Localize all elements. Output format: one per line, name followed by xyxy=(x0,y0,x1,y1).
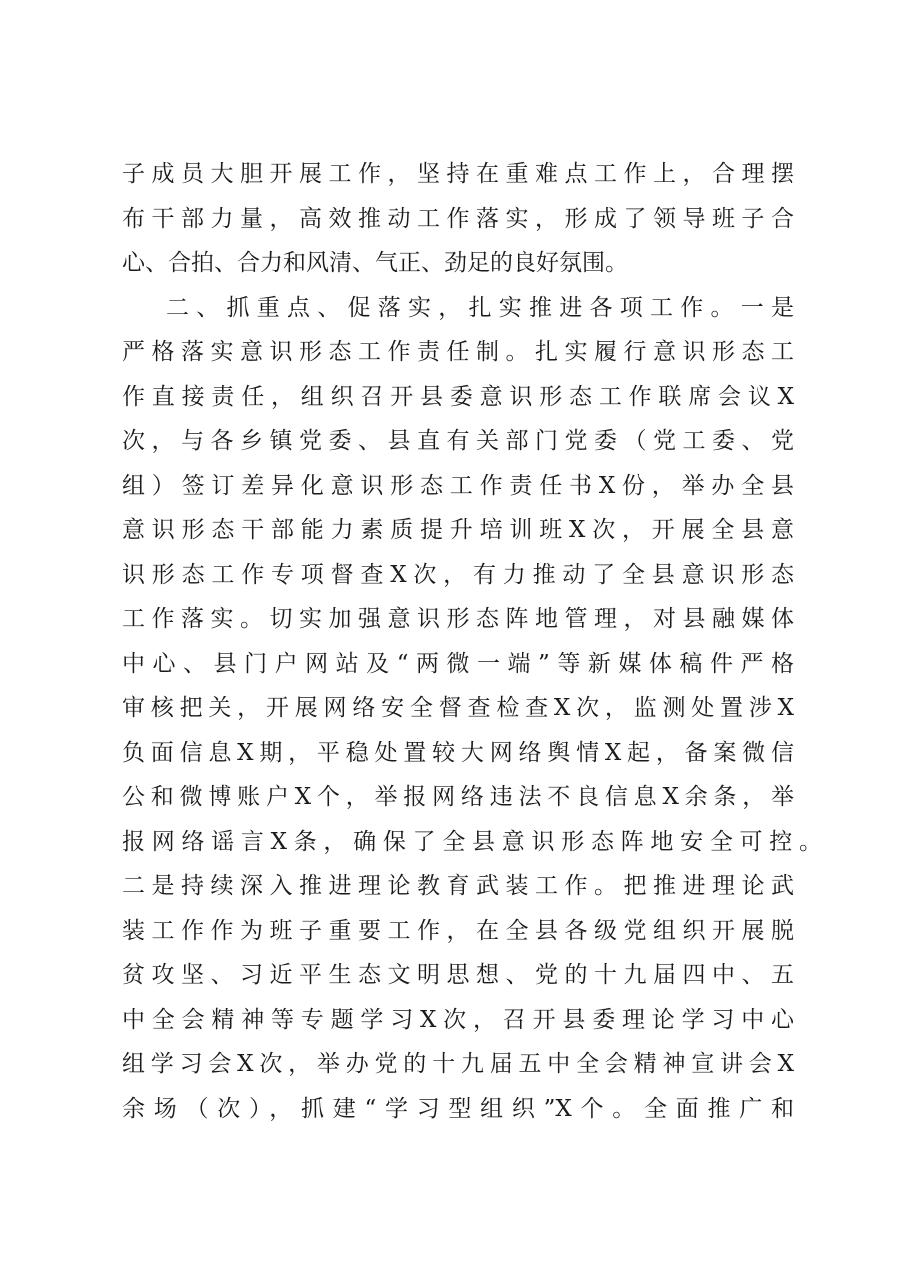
text-line: 中全会精神等专题学习X次，召开县委理论学习中心 xyxy=(122,1006,794,1033)
text-line: 组学习会X次，举办党的十九届五中全会精神宣讲会X xyxy=(122,1051,794,1077)
text-line: 严格落实意识形态工作责任制。扎实履行意识形态工 xyxy=(122,339,794,365)
text-line: 审核把关，开展网络安全督查检查X次，监测处置涉X xyxy=(122,695,794,721)
text-line: 负面信息X期，平稳处置较大网络舆情X起，备案微信 xyxy=(122,739,794,766)
body-text xyxy=(122,152,822,1131)
text-line: 次，与各乡镇党委、县直有关部门党委（党工委、党 xyxy=(122,428,794,454)
text-line: 识形态工作专项督查X次，有力推动了全县意识形态 xyxy=(122,561,794,588)
text-line: 装工作作为班子重要工作，在全县各级党组织开展脱 xyxy=(122,917,794,944)
text-line: 二是持续深入推进理论教育武装工作。把推进理论武 xyxy=(122,873,794,899)
text-line: 工作落实。切实加强意识形态阵地管理，对县融媒体 xyxy=(122,606,794,632)
text-line: 贫攻坚、习近平生态文明思想、党的十九届四中、五 xyxy=(122,962,794,988)
text-line: 余场（次），抓建“学习型组织”X个。全面推广和 xyxy=(122,1095,794,1122)
text-line: 子成员大胆开展工作，坚持在重难点工作上，合理摆 xyxy=(122,161,794,187)
text-line: 报网络谣言X条，确保了全县意识形态阵地安全可控。 xyxy=(122,828,822,855)
text-line: 组）签订差异化意识形态工作责任书X份，举办全县 xyxy=(122,472,794,499)
text-line: 公和微博账户X个，举报网络违法不良信息X余条，举 xyxy=(122,784,794,810)
text-line: 布干部力量，高效推动工作落实，形成了领导班子合 xyxy=(122,205,794,232)
text-line: 意识形态干部能力素质提升培训班X次，开展全县意 xyxy=(122,517,794,543)
text-line: 中心、县门户网站及“两微一端”等新媒体稿件严格 xyxy=(122,650,794,677)
text-line: 作直接责任，组织召开县委意识形态工作联席会议X xyxy=(122,383,794,410)
text-line: 二、抓重点、促落实，扎实推进各项工作。一是 xyxy=(166,294,794,321)
text-line: 心、合拍、合力和风清、气正、劲足的良好氛围。 xyxy=(122,250,628,276)
